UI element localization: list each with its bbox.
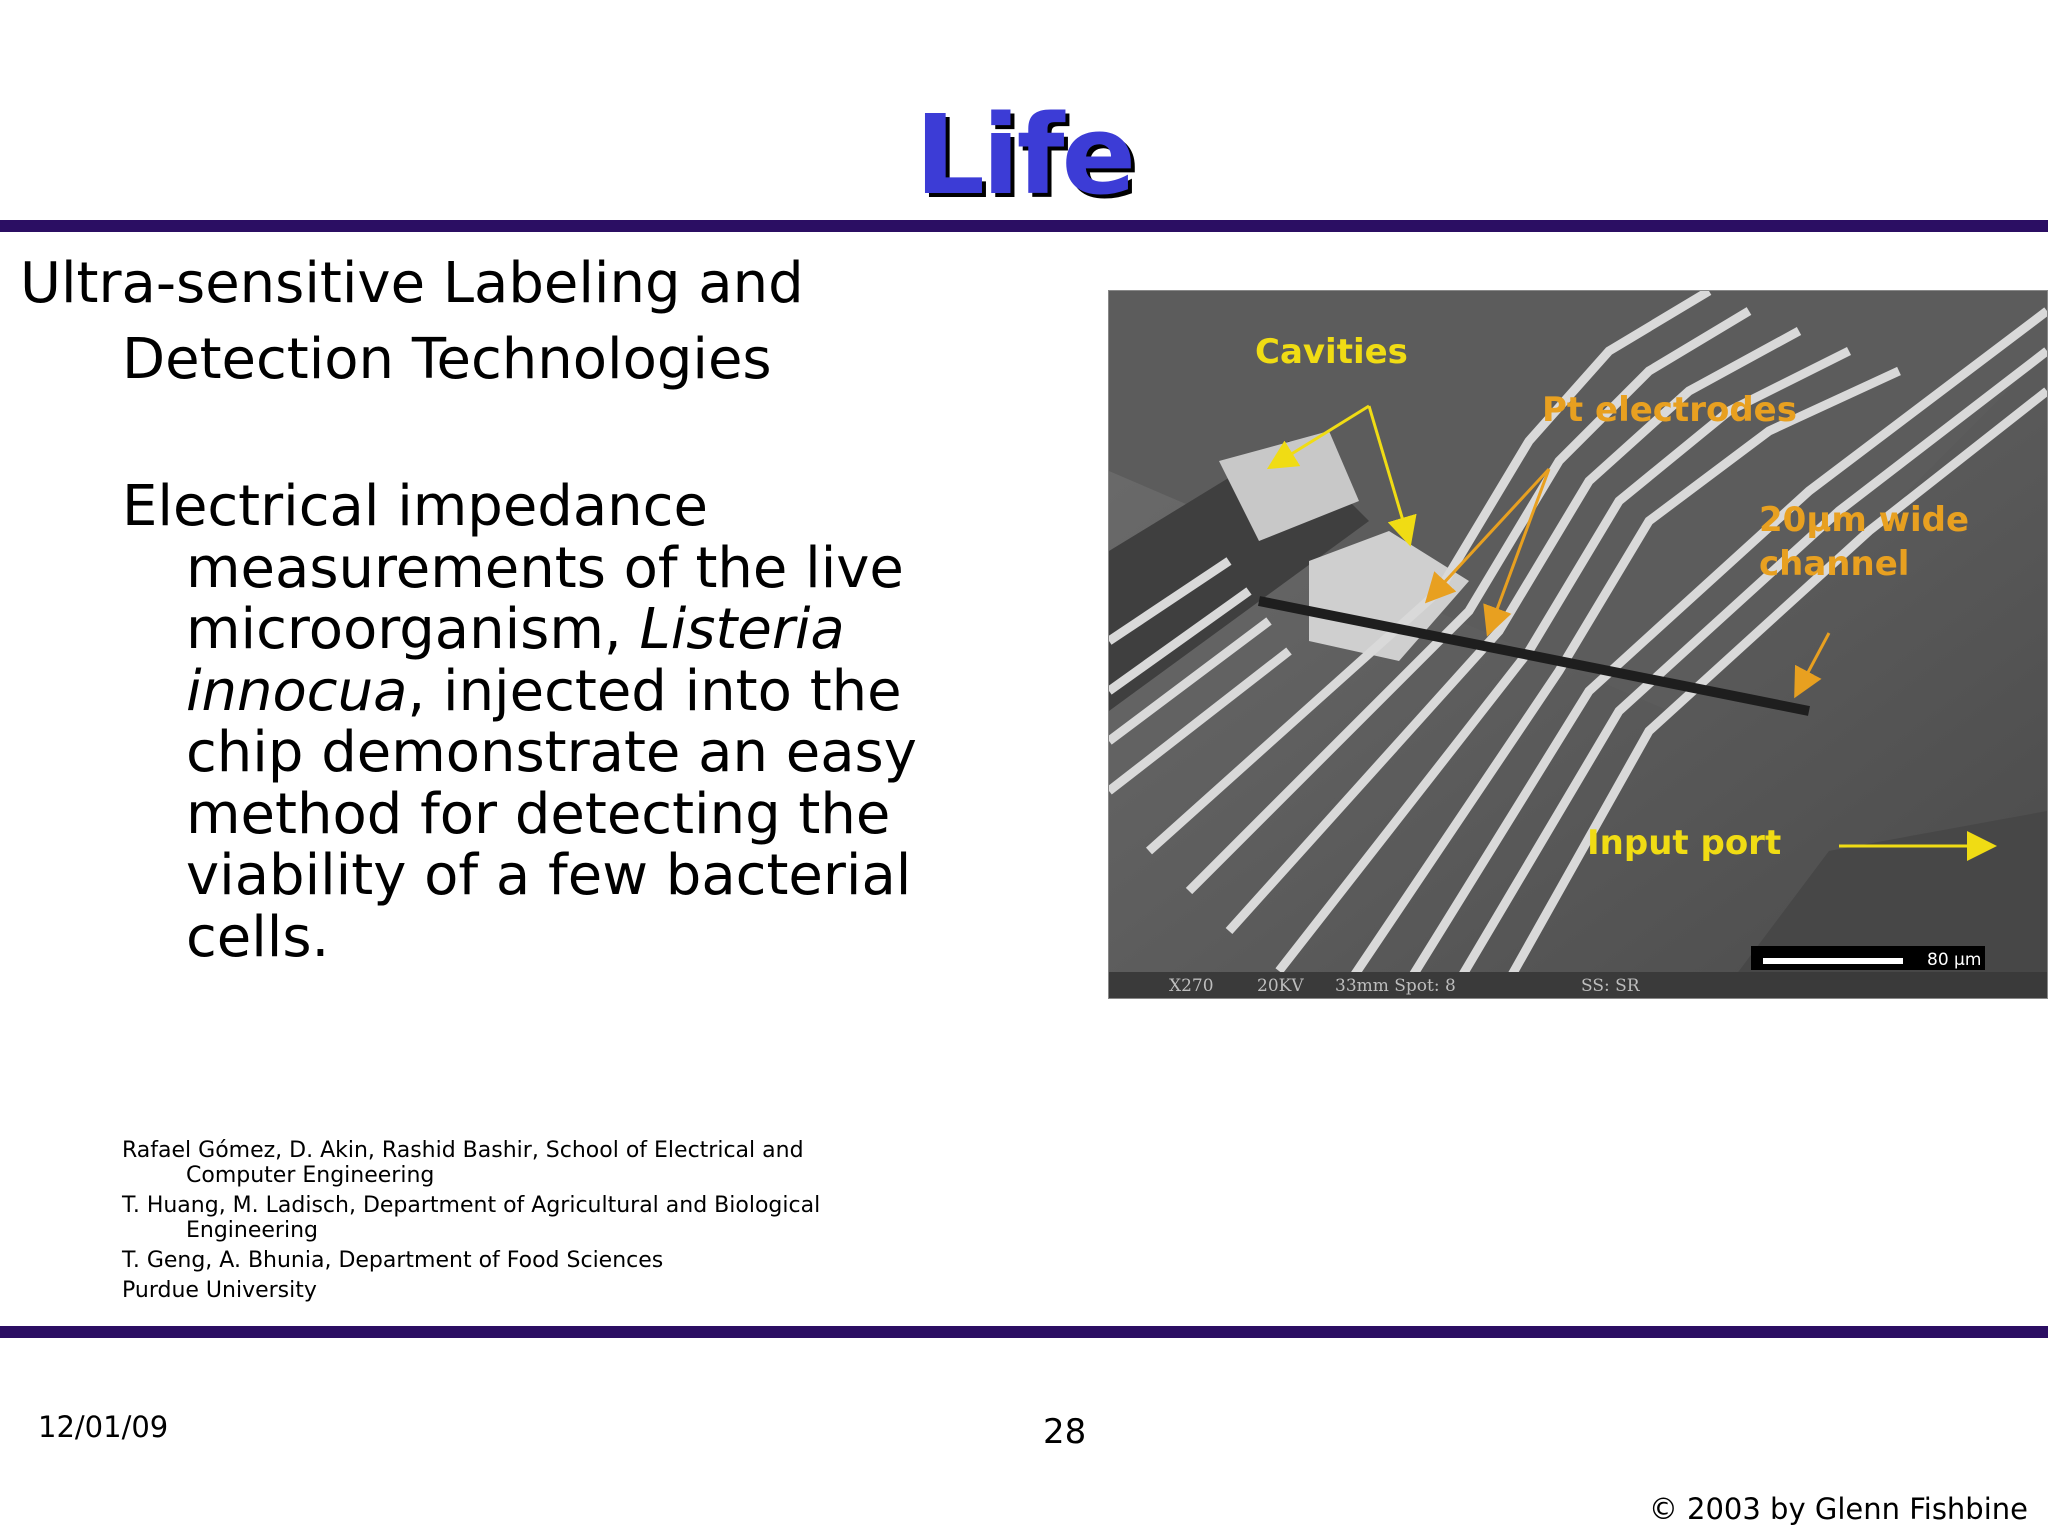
sem-magnification: X270 xyxy=(1169,976,1214,996)
credit-line: T. Huang, M. Ladisch, Department of Agricultural and Biological Engineering xyxy=(122,1193,821,1243)
chip-sem-image xyxy=(1109,291,2047,998)
body-paragraph xyxy=(122,476,926,968)
label-input-port: Input port xyxy=(1587,823,1782,863)
credit-line: Rafael Gómez, D. Akin, Rashid Bashir, School of Electrical and Computer Engineering xyxy=(122,1138,804,1188)
label-channel-line-1: 20µm wide xyxy=(1759,500,1970,540)
credit-line: T. Geng, A. Bhunia, Department of Food Sciences xyxy=(122,1248,664,1273)
footer-date: 12/01/09 xyxy=(38,1410,169,1444)
heading-line-2: Detection Technologies xyxy=(122,327,772,392)
para-species-name: Listeria innocua xyxy=(186,597,845,724)
credit-line: Purdue University xyxy=(122,1278,317,1303)
sem-mode: SS: SR xyxy=(1581,976,1640,996)
heading-line-1: Ultra-sensitive Labeling and xyxy=(20,251,804,316)
scale-bar xyxy=(1763,958,1903,964)
sem-working-distance: 33mm Spot: 8 xyxy=(1335,976,1456,996)
credits-block xyxy=(122,1138,882,1308)
para-text-1: Electrical impedance measurements of the live microorganism, xyxy=(122,474,904,662)
slide-heading xyxy=(20,246,1020,398)
para-text-2: , injected into the chip demonstrate an easy method for detecting the viability of a few bacterial cells. xyxy=(186,658,917,970)
sem-voltage: 20KV xyxy=(1257,976,1304,996)
scale-label: 80 µm xyxy=(1927,950,1982,970)
label-channel-line-2: channel xyxy=(1759,544,1910,584)
top-divider xyxy=(0,220,2048,232)
slide-title: Life xyxy=(914,91,1134,219)
label-cavities: Cavities xyxy=(1255,332,1408,372)
bottom-divider xyxy=(0,1326,2048,1338)
page-number: 28 xyxy=(1043,1412,1087,1452)
copyright-notice: © 2003 by Glenn Fishbine xyxy=(1648,1492,2028,1526)
sem-micrograph xyxy=(1108,290,2048,999)
label-pt-electrodes: Pt electrodes xyxy=(1542,390,1797,430)
sem-info-bar xyxy=(1109,972,2047,998)
